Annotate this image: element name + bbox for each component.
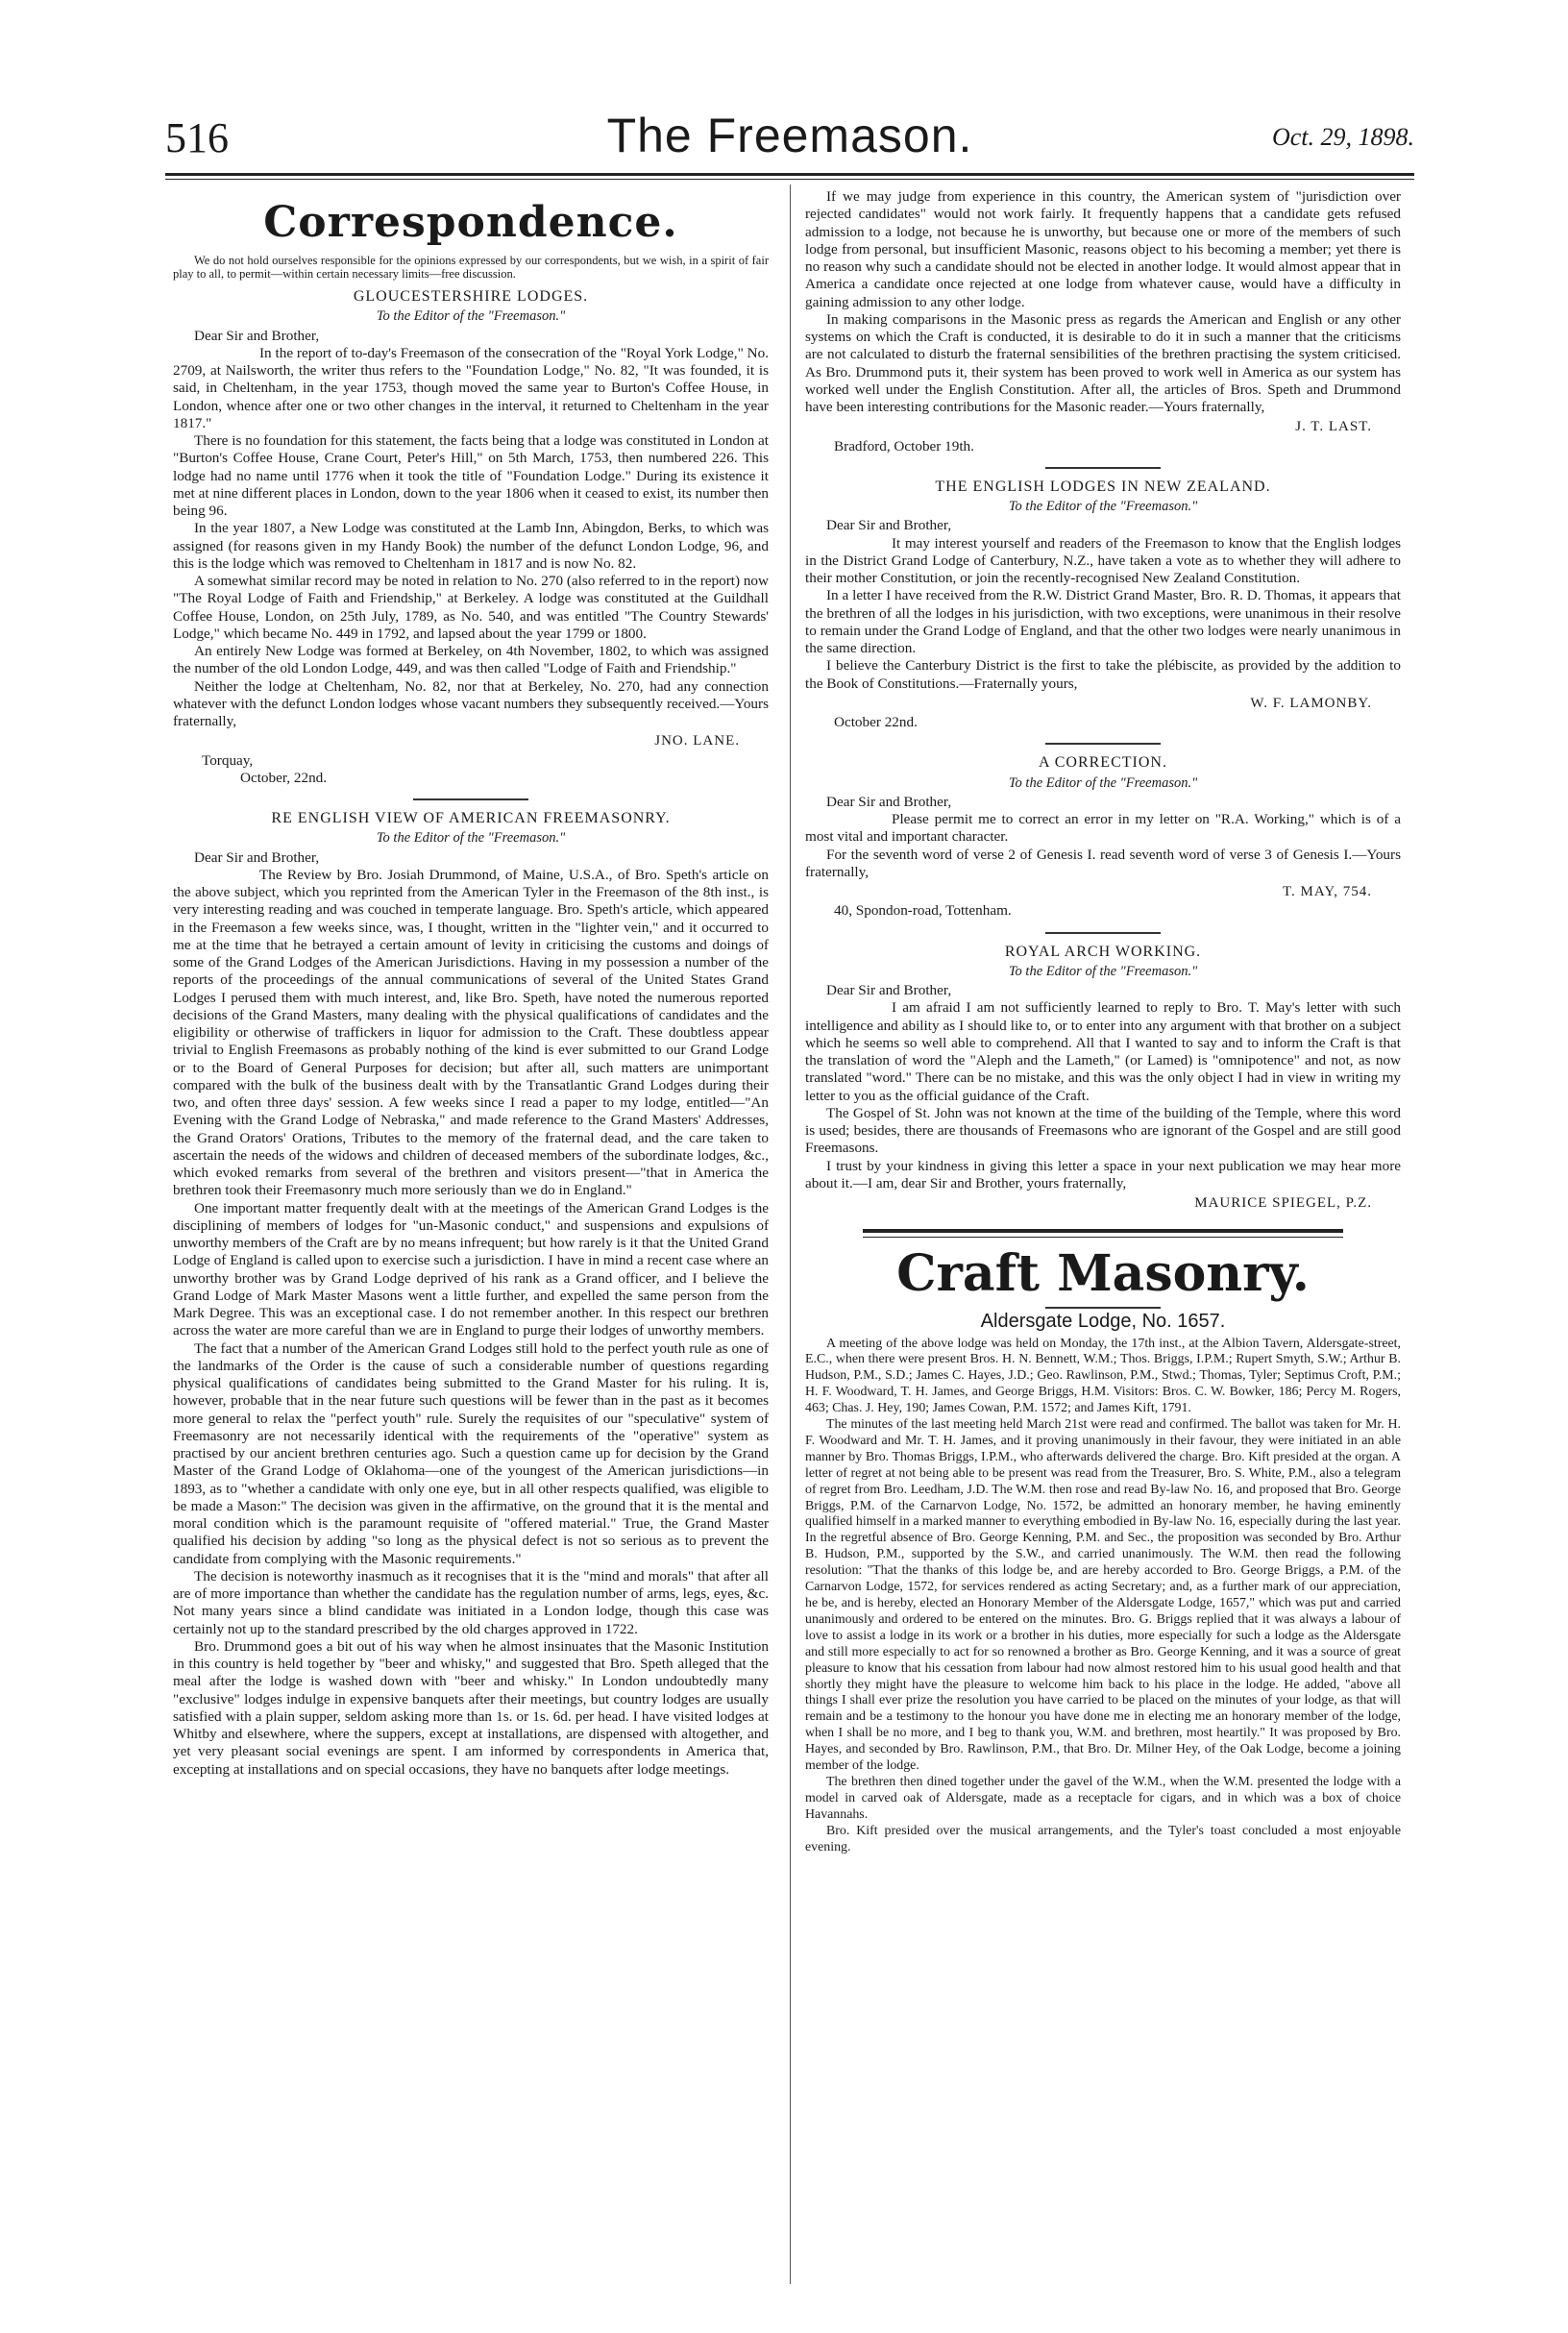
letter-heading: A CORRECTION. bbox=[1039, 754, 1167, 772]
paragraph: The brethren then dined together under the gavel of the W.M., when the W.M. presented the lodge with a model in carved oak of Aldersgate, made as a receptacle for cigars, and in which was a box of choice Havannahs. bbox=[805, 1774, 1401, 1822]
paragraph: I trust by your kindness in giving this letter a space in your next publication we may hear more about it.—I am, dear Sir and Brother, yours fraternally, bbox=[805, 1157, 1401, 1191]
salutation: Dear Sir and Brother, bbox=[826, 517, 952, 534]
right-column bbox=[805, 188, 1401, 1856]
to-editor: To the Editor of the "Freemason." bbox=[1008, 774, 1198, 791]
paragraph: For the seventh word of verse 2 of Genesis I. read seventh word of verse 3 of Genesis I.—Yours fraternally, bbox=[805, 846, 1401, 880]
paragraph: Bro. Drummond goes a bit out of his way when he almost insinuates that the Masonic Institution in this country is held together by "beer and whisky," and suggested that Bro. Speth alleged that the meal after the lodge is washed down with "beer and whisky." In London undoubtedly many "exclusive" lodges indulge in expensive banquets after their meetings, but country lodges are usually satisfied with a plain supper, seldom asking more than 1s. or 1s. 6d. per head. I have visited lodges at Whitby and elsewhere, where the suppers, except at installations, are dispensed with altogether, and yet very pleasant social evenings are spent. I am informed by correspondents in America that, excepting at installations and on special occasions, they have no banquets after lodge meetings. bbox=[173, 1637, 769, 1778]
salutation: Dear Sir and Brother, bbox=[826, 982, 952, 998]
paragraph: One important matter frequently dealt with at the meetings of the American Grand Lodges is the disciplining of members of lodges for "un-Masonic conduct," and suspensions and expulsions of unworthy members of the Craft are by no means infrequent; but how rarely is it that the United Grand Lodge of England is called upon to exercise such a jurisdiction. I have in mind a recent case where an unworthy brother was by Grand Lodge deprived of his rank as a Grand officer, and I believe the Grand Lodge of Mark Master Masons went a little further, and expelled the same person from the Mark Degree. This was an exceptional case. I do not remember another. In this respect our brethren across the water are more careful than we are in England to purge their lodges of unworthy members. bbox=[173, 1199, 769, 1339]
disclaimer: We do not hold ourselves responsible for the opinions expressed by our correspondents, but we wish, in a spirit of fair play to all, to permit—within certain necessary limits—free discussion. bbox=[173, 254, 769, 281]
paragraph: In a letter I have received from the R.W. District Grand Master, Bro. R. D. Thomas, it appears that the brethren of all the lodges in his jurisdiction, with two exceptions, were unanimous in their resolve to remain under the Grand Lodge of England, and that the other two lodges were nearly unanimous in the same direction. bbox=[805, 587, 1401, 656]
masthead-rule-thin bbox=[165, 179, 1414, 180]
paragraph: Bro. Kift presided over the musical arrangements, and the Tyler's toast concluded a most enjoyable evening. bbox=[805, 1823, 1401, 1854]
divider-rule bbox=[1045, 467, 1161, 469]
paragraph: The fact that a number of the American Grand Lodges still hold to the perfect youth rule as one of the landmarks of the Order is the cause of such a considerable number of questions regarding physical qualifications of candidates being submitted to the Grand Master for his ruling. It is, however, probable that in the near future such questions will be fewer than in the past as it becomes more general to relax the "perfect youth" rule. Surely the requisites of our "speculative" system of Freemasonry are not necessarily identical with the requirements of the "operative" system as practised by our ancient brethren centuries ago. Such a question came up for decision by the Grand Master of the Grand Lodge of Oklahoma—one of the youngest of the American jurisdictions—in 1893, as to "whether a candidate with only one eye, but in all other respects qualified, was eligible to be made a Mason:" The decision was given in the affirmative, on the ground that it is the mental and moral condition which is the paramount requisite of "offered material." True, the Grand Master qualified his decision by adding "so long as the physical defect is not so serious as to prevent the candidate from complying with the Masonic requirements." bbox=[173, 1339, 769, 1567]
place: Torquay, bbox=[202, 751, 254, 769]
section-rule bbox=[863, 1229, 1343, 1233]
to-editor: To the Editor of the "Freemason." bbox=[1008, 499, 1198, 514]
to-editor: To the Editor of the "Freemason." bbox=[376, 308, 566, 325]
paragraph: The decision is noteworthy inasmuch as it recognises that it is the "mind and morals" that after all are of more importance than whether the candidate has the regulation number of arms, legs, eyes, &c. Not many years since a blind candidate was initiated in a London lodge, though this case was certainly not up to the standard prescribed by the old charges approved in 1722. bbox=[173, 1567, 769, 1637]
to-editor: To the Editor of the "Freemason." bbox=[1008, 963, 1198, 979]
divider-rule bbox=[413, 798, 528, 800]
section-rule-thin bbox=[863, 1237, 1343, 1238]
paragraph: There is no foundation for this statement, the facts being that a lodge was constituted in London at "Burton's Coffee House, Crane Court, Peter's Hill," on 5th March, 1753, then numbered 226. This lodge had no name until 1776 when it took the title of "Foundation Lodge." During its existence it met at nine different places in London, down to the year 1806 when it ceased to exist, its number then being 96. bbox=[173, 432, 769, 519]
paragraph: Neither the lodge at Cheltenham, No. 82, nor that at Berkeley, No. 270, had any connection whatever with the defunct London lodges whose vacant numbers they subsequently received.—Yours fraternally, bbox=[173, 677, 769, 729]
letter-heading: GLOUCESTERSHIRE LODGES. bbox=[353, 288, 589, 305]
letter-heading: RE ENGLISH VIEW OF AMERICAN FREEMASONRY. bbox=[271, 810, 671, 826]
paragraph: The Gospel of St. John was not known at the time of the building of the Temple, where this word is used; besides, there are thousands of Freemasons who are ignorant of the Gospel and are still good Freemasons. bbox=[805, 1104, 1401, 1157]
divider-rule bbox=[1045, 932, 1161, 934]
divider-rule bbox=[1045, 1307, 1161, 1309]
paragraph: It may interest yourself and readers of the Freemason to know that the English lodges in the District Grand Lodge of Canterbury, N.Z., have taken a vote as to whether they will adhere to their mother Constitution, or join the recently-recognised New Zealand Constitution. bbox=[805, 534, 1401, 586]
craft-masonry-title: Craft Masonry. bbox=[896, 1244, 1310, 1304]
salutation: Dear Sir and Brother, bbox=[826, 793, 952, 810]
signature: MAURICE SPIEGEL, P.Z. bbox=[1194, 1195, 1372, 1211]
paragraph: If we may judge from experience in this country, the American system of "jurisdiction over rejected candidates" would not work fairly. It frequently happens that a candidate gets refused admission to a lodge, not because he is unworthy, but because one or more of the members of such lodge from personal, but insufficient Masonic, reasons object to his becoming a member; yet there is no reason why such a candidate should not be elected in another lodge. It would almost appear that in America a candidate once rejected at one lodge from whatever cause, would have a difficulty in gaining admission to any other lodge. bbox=[805, 188, 1401, 310]
section-title: Correspondence. bbox=[263, 198, 678, 247]
masthead bbox=[165, 109, 1414, 171]
lodge-heading: Aldersgate Lodge, No. 1657. bbox=[980, 1311, 1226, 1333]
to-editor: To the Editor of the "Freemason." bbox=[376, 830, 566, 847]
left-column bbox=[173, 188, 769, 1779]
paragraph: I am afraid I am not sufficiently learned to reply to Bro. T. May's letter with such intelligence and ability as I should like to, or to enter into any argument with that brother on a subject which he seems so well able to comprehend. All that I wanted to say and to inform the Craft is that the translation of word the "Aleph and the Lameth," (or Lamed) is "omnipotence" and not, as now translated "word." There can be no mistake, and this was the only object I had in view in writing my letter to you as the official guidance of the Craft. bbox=[805, 999, 1401, 1104]
column-divider bbox=[790, 184, 791, 2284]
paragraph: In making comparisons in the Masonic press as regards the American and English or any other systems on which the Craft is conducted, it is desirable to do it in such a manner that the criticisms are not calculated to disturb the fraternal sensibilities of the brethren practising the system criticised. As Bro. Drummond puts it, their system has been proved to work well in America as our system has worked well under the English Constitution. After all, the articles of Bros. Speth and Drummond have been interesting contributions for the Masonic reader.—Yours fraternally, bbox=[805, 310, 1401, 415]
paragraph: A somewhat similar record may be noted in relation to No. 270 (also referred to in the report) now "The Royal Lodge of Faith and Friendship," at Berkeley. A lodge was constituted at the Guildhall Coffee House, London, on 25th July, 1789, as No. 540, and was entitled "The Country Stewards' Lodge," which became No. 449 in 1792, and lapsed about the year 1799 or 1800. bbox=[173, 573, 769, 642]
signature: W. F. LAMONBY. bbox=[1250, 695, 1372, 711]
letter-heading: THE ENGLISH LODGES IN NEW ZEALAND. bbox=[935, 478, 1271, 495]
date: October, 22nd. bbox=[240, 769, 328, 786]
address: 40, Spondon-road, Tottenham. bbox=[834, 902, 1012, 920]
signature: JNO. LANE. bbox=[654, 733, 740, 749]
paragraph: A meeting of the above lodge was held on Monday, the 17th inst., at the Albion Tavern, Aldersgate-street, E.C., when there were present Bros. H. N. Bennett, W.M.; Thos. Briggs, I.P.M.; Rupert Smyth, S.W.; Arthur B. Hudson, P.M., S.D.; James C. Hayes, J.D.; Geo. Rawlinson, P.M., Stwd.; Thomas, Tyler; Septimus Croft, P.M.; H. F. Woodward, T. H. James, and George Briggs, H.M. Visitors: Bros. C. W. Bowker, 186; Percy M. Rogers, 463; Chas. J. Hey, 190; James Cowan, P.M. 1572; and James Kift, 1791. bbox=[805, 1336, 1401, 1416]
paragraph: I believe the Canterbury District is the first to take the plébiscite, as provided by the addition to the Book of Constitutions.—Fraternally yours, bbox=[805, 657, 1401, 692]
paragraph: The Review by Bro. Josiah Drummond, of Maine, U.S.A., of Bro. Speth's article on the above subject, which you reprinted from the American Tyler in the Freemason of the 8th inst., is very interesting reading and was couched in temperate language. Bro. Speth's article, which appeared in the Freemason a few weeks since, was, I thought, written in the "lighter vein," and it occurred to me at the time that he betrayed a certain amount of levity in criticising the customs and doings of some of the Grand Lodges of the American Jurisdictions. Having in my possession a number of the reports of the proceedings of the annual communications of several of the United States Grand Lodges I perused them with much interest, and, like Bro. Speth, have noted the numerous reported decisions of the Grand Masters, many dealing with the physical qualifications of candidates and the eligibility or otherwise of traffickers in liquor for admission to the Craft. These doubtless appear trivial to English Freemasons as probably nothing of the kind is ever submitted to our Grand Lodge or to the Board of General Purposes for decision; but after all, such matters are unimportant compared with the bulk of the business dealt with by the Transatlantic Grand Lodges during their two, and often three days' session. A few weeks since I read a paper to my lodge, entitled—"An Evening with the Grand Lodge of Nebraska," and made reference to the Grand Masters' Addresses, the Grand Orators' Orations, Tributes to the memory of the fraternal dead, and the care taken to ascertain the needs of the widows and children of deceased members of the subordinate lodges, &c., which evoked remarks from several of the brethren and visitors present—"that in America the brethren took their Freemasonry much more seriously than we do in England." bbox=[173, 866, 769, 1199]
salutation: Dear Sir and Brother, bbox=[194, 327, 320, 344]
date: October 22nd. bbox=[834, 714, 918, 730]
masthead-rule bbox=[165, 173, 1414, 176]
salutation: Dear Sir and Brother, bbox=[194, 848, 320, 866]
signature: T. MAY, 754. bbox=[1283, 884, 1372, 899]
issue-date: Oct. 29, 1898. bbox=[1271, 123, 1414, 151]
signature: J. T. LAST. bbox=[1295, 419, 1372, 435]
paragraph: In the report of to-day's Freemason of the consecration of the "Royal York Lodge," No. 2709, at Nailsworth, the writer thus refers to the "Foundation Lodge," No. 82, "It was founded, it is said, in Cheltenham, in the year 1753, though moved the same year to Burton's Coffee House, in London, whence after one or two other changes in the interval, it returned to Cheltenham in the year 1817." bbox=[173, 344, 769, 431]
paragraph: Please permit me to correct an error in my letter on "R.A. Working," which is of a most vital and important character. bbox=[805, 811, 1401, 846]
page-number: 516 bbox=[165, 114, 229, 161]
divider-rule bbox=[1045, 743, 1161, 745]
paragraph: In the year 1807, a New Lodge was constituted at the Lamb Inn, Abingdon, Berks, to which was assigned (for reasons given in my Handy Book) the number of the defunct London Lodge, 96, and this is the lodge which was removed to Cheltenham in 1817 and is now No. 82. bbox=[173, 520, 769, 572]
paragraph: The minutes of the last meeting held March 21st were read and confirmed. The ballot was taken for Mr. H. F. Woodward and Mr. T. H. James, and it proving unanimously in their favour, they were initiated in an able manner by Bro. Thomas Briggs, I.P.M., who afterwards delivered the charge. Bro. Kift presided at the organ. A letter of regret at not being able to be present was read from the Treasurer, Bro. S. White, P.M., also a telegram of regret from Bro. Leedham, J.D. The W.M. then rose and read By-law No. 16, and proposed that Bro. George Briggs, P.M. of the Carnarvon Lodge, No. 1572, be admitted an honorary member, he having eminently qualified himself in a marked manner to everything embodied in By-law No. 16, especially during the last year. In the regretful absence of Bro. George Kenning, P.M. and Sec., the proposition was seconded by Bro. Arthur B. Hudson, P.M., supported by the S.W., and carried unanimously. The W.M. then read the following resolution: "That the thanks of this lodge be, and are hereby accorded to Bro. George Briggs, a P.M. of the Carnarvon Lodge, 1572, for services rendered as acting Secretary; and, as a further mark of our appreciation, he be, and is hereby, elected an Honorary Member of the Aldersgate Lodge, 1657," which was put and carried unanimously and ordered to be entered on the minutes. Bro. G. Briggs replied that it was always a labour of love to assist a lodge in its work or a brother in his duties, more especially for such a lodge as the Aldersgate and still more especially to act for so renowned a brother as Bro. George Kenning, and it was a source of great pleasure to know that his cessation from labour had now almost restored him to his usual good health and that shortly they might have the pleasure to welcome him back to his place in the lodge. He added, "above all things I shall ever prize the resolution you have carried to be placed on the minutes of your lodge, as that will remain and be a testimony to the honour you have done me in electing me an honorary member of the lodge, when I shall be no more, and I beg to thank you, W.M. and brethren, most heartily." It was proposed by Bro. Hayes, and seconded by Bro. Rawlinson, P.M., that Bro. Dr. Milner Hey, of the Oak Lodge, become a joining member of the lodge. bbox=[805, 1417, 1401, 1774]
paragraph: An entirely New Lodge was formed at Berkeley, on 4th November, 1802, to which was assigned the number of the old London Lodge, 449, and was then called "Lodge of Faith and Friendship." bbox=[173, 643, 769, 677]
letter-heading: ROYAL ARCH WORKING. bbox=[1004, 943, 1202, 960]
newspaper-title: The Freemason. bbox=[606, 109, 973, 162]
place-date: Bradford, October 19th. bbox=[834, 437, 974, 454]
